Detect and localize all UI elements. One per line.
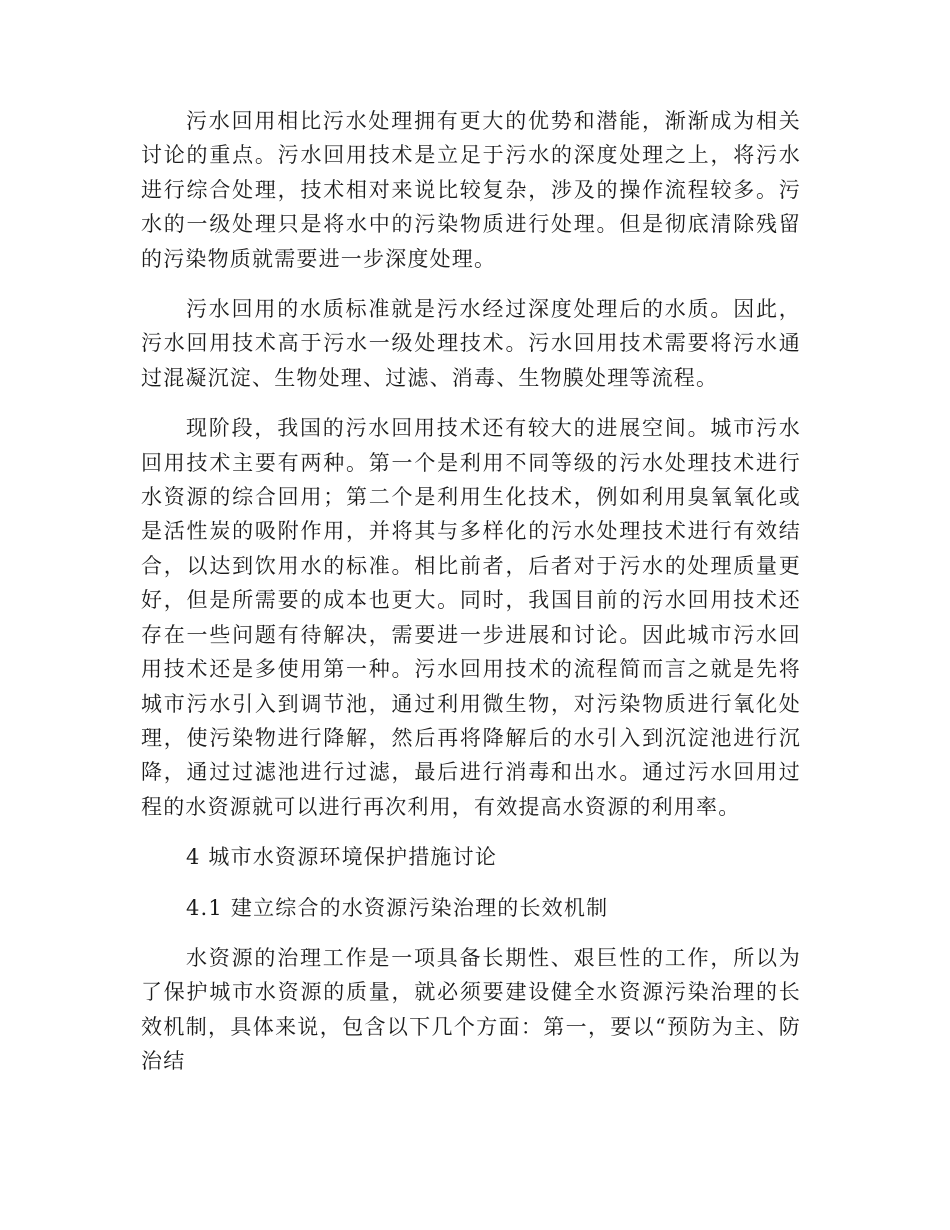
subsection-heading: 4.1 建立综合的水资源污染治理的长效机制 xyxy=(186,895,609,920)
paragraph-current-stage: 现阶段，我国的污水回用技术还有较大的进展空间。城市污水回用技术主要有两种。第一个是利用不同等级的污水处理技术进行水资源的综合回用；第二个是利用生化技术，例如利用臭氧氧化或是活性炭的吸附作用，并将其与多样化的污水处理技术进行有效结合，以达到饮用水的标准。相比前者，后者对于污水的处理质量更好，但是所需要的成本也更大。同时，我国目前的污水回用技术还存在一些问题有待解决，需要进一步进展和讨论。因此城市污水回用技术还是多使用第一种。污水回用技术的流程简而言之就是先将城市污水引入到调节池，通过利用微生物，对污染物质进行氧化处理，使污染物进行降解，然后再将降解后的水引入到沉淀池进行沉降，通过过滤池进行过滤，最后进行消毒和出水。通过污水回用过程的水资源就可以进行再次利用，有效提高水资源的利用率。 xyxy=(141,416,801,819)
section-heading: 4 城市水资源环境保护措施讨论 xyxy=(186,845,498,870)
paragraph-governance-mechanism: 水资源的治理工作是一项具备长期性、艰巨性的工作，所以为了保护城市水资源的质量，就必须要建设健全水资源污染治理的长效机制，具体来说，包含以下几个方面：第一，要以“预防为主、防治结 xyxy=(141,945,801,1074)
document-body xyxy=(141,104,801,1079)
paragraph-wastewater-reuse-advantages: 污水回用相比污水处理拥有更大的优势和潜能，渐渐成为相关讨论的重点。污水回用技术是立足于污水的深度处理之上，将污水进行综合处理，技术相对来说比较复杂，涉及的操作流程较多。污水的一级处理只是将水中的污染物质进行处理。但是彻底清除残留的污染物质就需要进一步深度处理。 xyxy=(141,109,801,271)
paragraph-water-quality-standard: 污水回用的水质标准就是污水经过深度处理后的水质。因此，污水回用技术高于污水一级处理技术。污水回用技术需要将污水通过混凝沉淀、生物处理、过滤、消毒、生物膜处理等流程。 xyxy=(141,297,801,390)
